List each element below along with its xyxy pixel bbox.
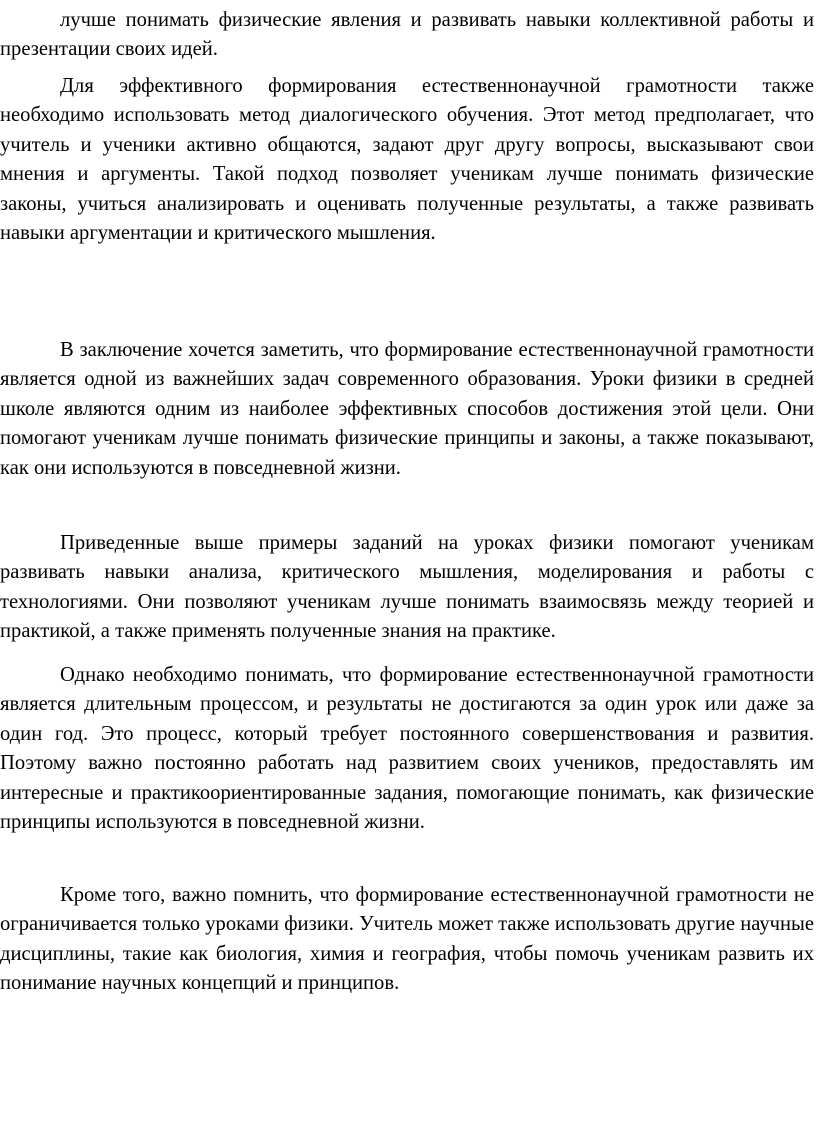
paragraph-dialogic-learning: Для эффективного формирования естественнонаучной грамотности также необходимо использовать метод диалогического обучения. Этот метод предполагает, что учитель и ученики активно общаются, задают друг другу вопросы, высказывают свои мнения и аргументы. Такой подход позволяет ученикам лучше понимать физические законы, учиться анализировать и оценивать полученные результаты, а также развивать навыки аргументации и критического мышления. (0, 75, 814, 245)
paragraph-continuation: лучше понимать физические явления и развивать навыки коллективной работы и презентации своих идей. (0, 9, 814, 61)
paragraph-long-process: Однако необходимо понимать, что формирование естественнонаучной грамотности является длительным процессом, и результаты не достигаются за один урок или даже за один год. Это процесс, который требует постоянного совершенствования и развития. Поэтому важно постоянно работать над развитием своих учеников, предоставлять им интересные и практикоориентированные задания, помогающие понимать, как физические принципы используются в повседневной жизни. (0, 664, 814, 834)
paragraph-other-disciplines: Кроме того, важно помнить, что формирование естественнонаучной грамотности не ограничивается только уроками физики. Учитель может также использовать другие научные дисциплины, такие как биология, химия и география, чтобы помочь ученикам развить их понимание научных концепций и принципов. (0, 884, 814, 995)
paragraph-conclusion: В заключение хочется заметить, что формирование естественнонаучной грамотности является одной из важнейших задач современного образования. Уроки физики в средней школе являются одним из наиболее эффективных способов достижения этой цели. Они помогают ученикам лучше понимать физические принципы и законы, а также показывают, как они используются в повседневной жизни. (0, 339, 814, 479)
paragraph-task-examples: Приведенные выше примеры заданий на уроках физики помогают ученикам развивать навыки анализа, критического мышления, моделирования и работы с технологиями. Они позволяют ученикам лучше понимать взаимосвязь между теорией и практикой, а также применять полученные знания на практике. (0, 532, 814, 643)
